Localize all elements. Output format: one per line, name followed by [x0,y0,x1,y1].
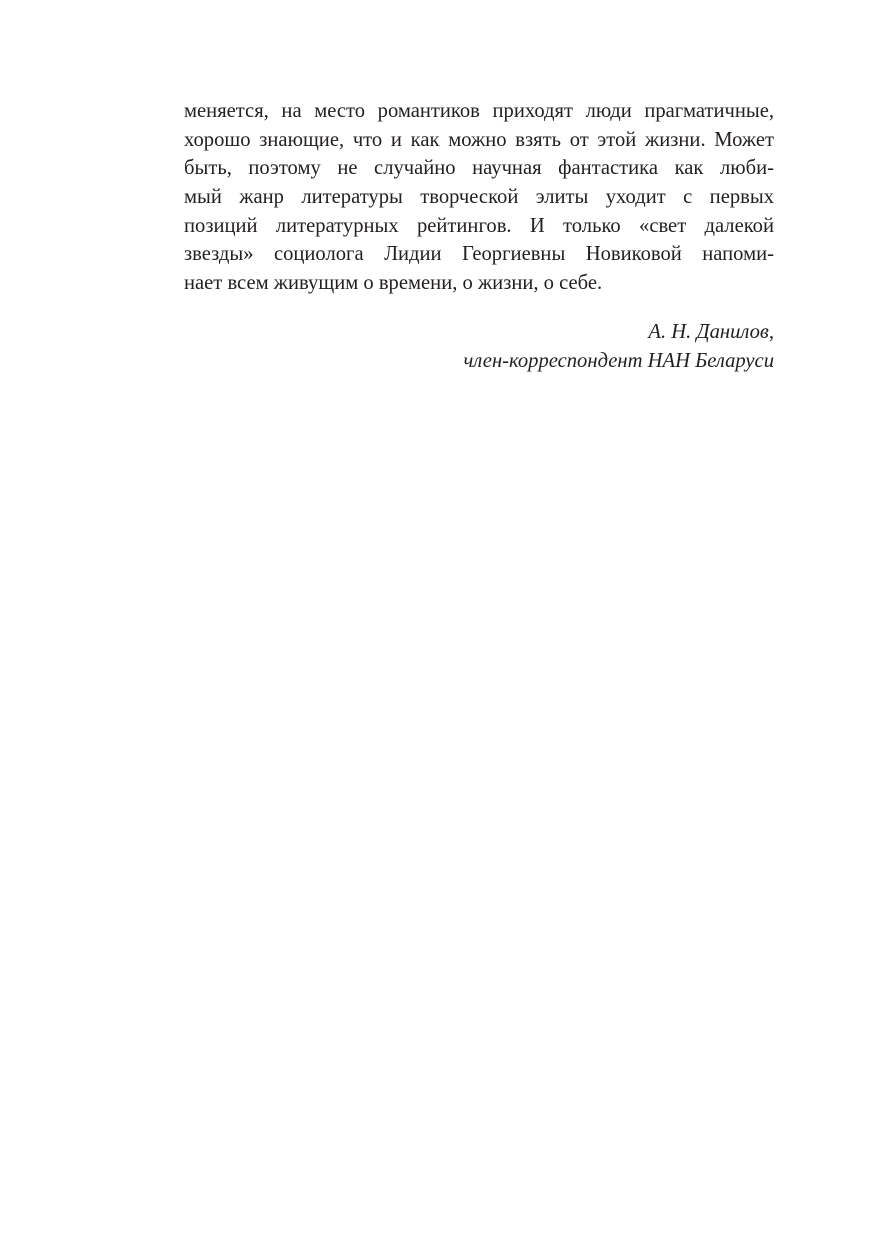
body-paragraph [184,97,774,298]
author-signature [463,318,774,375]
paragraph-line: хорошо знающие, что и как можно взять от этой жизни. Может [184,128,774,151]
paragraph-line: меняется, на место романтиков приходят люди прагматичные, [184,100,774,122]
paragraph-line: нает всем живущим о времени, о жизни, о себе. [184,272,603,295]
paragraph-line: звезды» социолога Лидии Георгиевны Новиковой напоми- [184,243,774,266]
signature-name: А. Н. Данилов, [648,321,774,343]
paragraph-line: позиций литературных рейтингов. И только «свет далекой [184,214,774,237]
paragraph-line: быть, поэтому не случайно научная фантастика как люби- [184,157,774,180]
signature-title: член-корреспондент НАН Беларуси [463,349,774,372]
paragraph-line: мый жанр литературы творческой элиты уходит с первых [184,186,774,209]
